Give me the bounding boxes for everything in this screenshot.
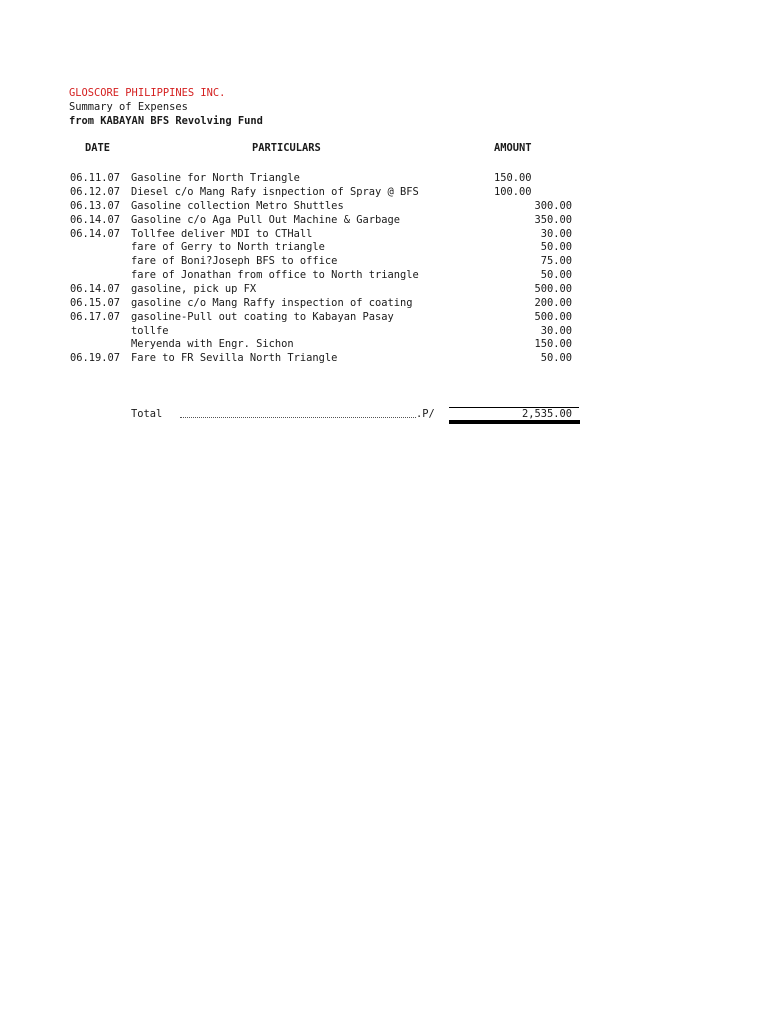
table-row (0, 337, 768, 351)
column-header-date: DATE (85, 142, 111, 154)
row-amount: 200.00 (534, 297, 572, 309)
row-date: 06.12.07 (70, 186, 121, 198)
total-double-underline (449, 420, 580, 424)
row-particulars: Diesel c/o Mang Rafy isnpection of Spray @ BFS (131, 186, 419, 198)
row-amount: 100.00 (494, 186, 532, 198)
row-date: 06.17.07 (70, 311, 121, 323)
table-row (0, 282, 768, 296)
table-row (0, 213, 768, 227)
row-particulars: Gasoline c/o Aga Pull Out Machine & Garbage (131, 214, 400, 226)
row-particulars: Fare to FR Sevilla North Triangle (131, 352, 338, 364)
table-row (0, 227, 768, 241)
table-row (0, 171, 768, 185)
row-particulars: fare of Jonathan from office to North triangle (131, 269, 419, 281)
row-amount: 150.00 (494, 172, 532, 184)
row-date: 06.14.07 (70, 228, 121, 240)
table-row (0, 185, 768, 199)
row-amount: 75.00 (540, 255, 572, 267)
row-amount: 500.00 (534, 283, 572, 295)
row-amount: 300.00 (534, 200, 572, 212)
row-amount: 50.00 (540, 241, 572, 253)
row-amount: 30.00 (540, 228, 572, 240)
row-amount: 350.00 (534, 214, 572, 226)
row-particulars: tollfe (131, 325, 169, 337)
total-currency: .P/ (416, 408, 435, 420)
row-date: 06.19.07 (70, 352, 121, 364)
total-label: Total (131, 408, 163, 420)
row-amount: 50.00 (540, 352, 572, 364)
row-particulars: fare of Boni?Joseph BFS to office (131, 255, 338, 267)
table-row (0, 240, 768, 254)
row-particulars: gasoline-Pull out coating to Kabayan Pasay (131, 311, 394, 323)
row-date: 06.14.07 (70, 214, 121, 226)
column-header-amount: AMOUNT (494, 142, 532, 154)
row-particulars: Meryenda with Engr. Sichon (131, 338, 294, 350)
leader-dots (180, 413, 416, 418)
fund-title: from KABAYAN BFS Revolving Fund (69, 115, 263, 127)
table-row (0, 199, 768, 213)
row-date: 06.15.07 (70, 297, 121, 309)
company-name: GLOSCORE PHILIPPINES INC. (69, 87, 226, 99)
row-amount: 150.00 (534, 338, 572, 350)
row-amount: 30.00 (540, 325, 572, 337)
table-row (0, 254, 768, 268)
row-date: 06.13.07 (70, 200, 121, 212)
total-amount: 2,535.00 (521, 408, 572, 420)
table-row (0, 324, 768, 338)
row-particulars: fare of Gerry to North triangle (131, 241, 325, 253)
row-particulars: gasoline, pick up FX (131, 283, 257, 295)
row-date: 06.14.07 (70, 283, 121, 295)
row-particulars: Gasoline collection Metro Shuttles (131, 200, 344, 212)
document-subtitle: Summary of Expenses (69, 101, 188, 113)
table-row (0, 296, 768, 310)
row-amount: 50.00 (540, 269, 572, 281)
table-row (0, 268, 768, 282)
table-row (0, 351, 768, 365)
row-amount: 500.00 (534, 311, 572, 323)
row-particulars: Tollfee deliver MDI to CTHall (131, 228, 313, 240)
row-particulars: Gasoline for North Triangle (131, 172, 300, 184)
column-header-particulars: PARTICULARS (252, 142, 321, 154)
row-particulars: gasoline c/o Mang Raffy inspection of coating (131, 297, 413, 309)
row-date: 06.11.07 (70, 172, 121, 184)
table-row (0, 310, 768, 324)
